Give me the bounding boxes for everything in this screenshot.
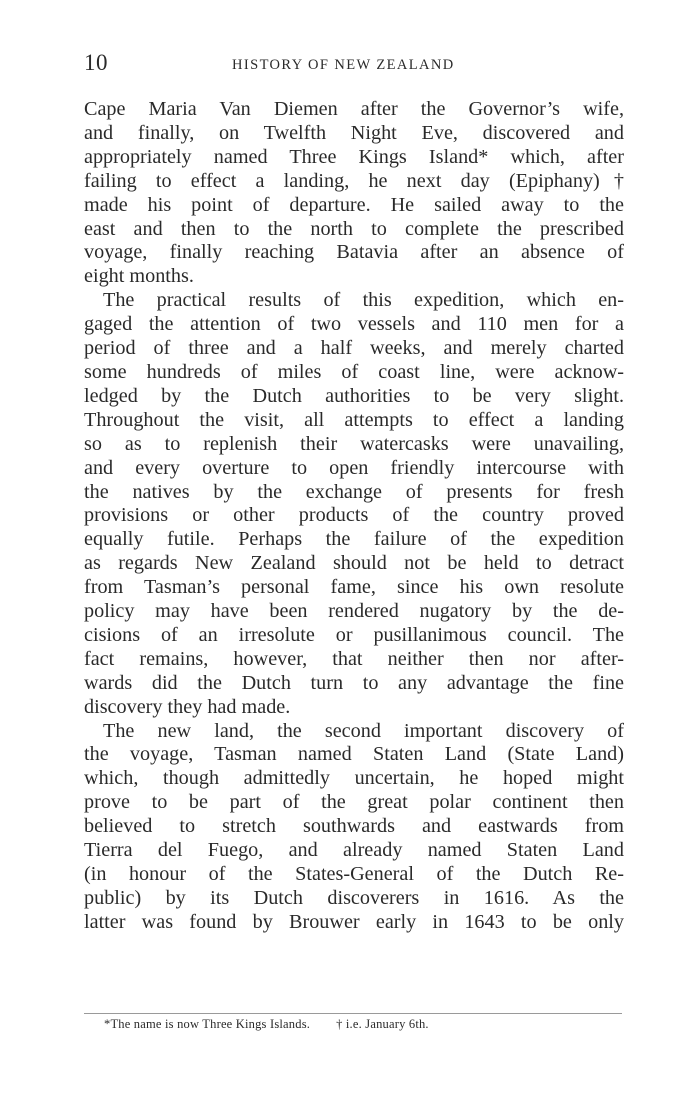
text-line: discovery they had made. — [84, 695, 291, 718]
text-line: the voyage, Tasman named Staten Land (State Land) — [84, 743, 624, 766]
text-line: the natives by the exchange of presents for fresh — [84, 480, 624, 503]
text-line: which, though admittedly uncertain, he hoped might — [84, 767, 624, 790]
text-line: fact remains, however, that neither then nor after- — [84, 647, 624, 670]
text-line: voyage, finally reaching Batavia after an absence of — [84, 241, 624, 264]
text-line: provisions or other products of the country proved — [84, 504, 624, 527]
footnote-dagger: † i.e. January 6th. — [336, 1017, 429, 1031]
text-line: policy may have been rendered nugatory by the de- — [84, 600, 624, 623]
text-line: equally futile. Perhaps the failure of the expedition — [84, 528, 624, 551]
text-line: latter was found by Brouwer early in 1643 to be only — [84, 910, 624, 933]
page-number: 10 — [84, 50, 108, 75]
text-line: as regards New Zealand should not be held to detract — [84, 552, 624, 575]
body-text — [84, 98, 624, 935]
text-line: so as to replenish their watercasks were unavailing, — [84, 432, 624, 455]
footnote-divider — [84, 1013, 622, 1014]
text-line: believed to stretch southwards and eastwards from — [84, 815, 624, 838]
text-line: some hundreds of miles of coast line, were acknow- — [84, 360, 624, 383]
text-line: eight months. — [84, 265, 194, 288]
footnotes — [104, 1017, 429, 1032]
text-line: and every overture to open friendly intercourse with — [84, 456, 624, 479]
text-line: and finally, on Twelfth Night Eve, discovered and — [84, 121, 624, 144]
text-line: east and then to the north to complete the prescribed — [84, 217, 624, 240]
text-line: Throughout the visit, all attempts to effect a landing — [84, 408, 624, 431]
text-line: failing to effect a landing, he next day (Epiphany)† — [84, 169, 624, 192]
running-head: HISTORY OF NEW ZEALAND — [232, 57, 455, 73]
text-line: Tierra del Fuego, and already named Staten Land — [84, 839, 624, 862]
text-line: gaged the attention of two vessels and 110 men for a — [84, 313, 624, 336]
text-line: from Tasman’s personal fame, since his own resolute — [84, 576, 624, 599]
text-line: period of three and a half weeks, and merely charted — [84, 337, 624, 360]
text-line: appropriately named Three Kings Island* which, after — [84, 145, 624, 168]
page-header — [84, 50, 624, 80]
text-line: prove to be part of the great polar continent then — [84, 791, 624, 814]
text-line: The practical results of this expedition, which en- — [103, 289, 624, 312]
text-line: cisions of an irresolute or pusillanimous council. The — [84, 623, 624, 646]
text-line: ledged by the Dutch authorities to be very slight. — [84, 384, 624, 407]
footnote-asterisk: *The name is now Three Kings Islands. — [104, 1017, 311, 1031]
text-line: wards did the Dutch turn to any advantage the fine — [84, 671, 624, 694]
text-line: The new land, the second important discovery of — [103, 719, 624, 742]
text-line: Cape Maria Van Diemen after the Governor’s wife, — [84, 98, 624, 120]
text-line: (in honour of the States-General of the Dutch Re- — [84, 863, 624, 885]
text-line: public) by its Dutch discoverers in 1616. As the — [84, 886, 624, 909]
text-line: made his point of departure. He sailed away to the — [84, 193, 624, 216]
